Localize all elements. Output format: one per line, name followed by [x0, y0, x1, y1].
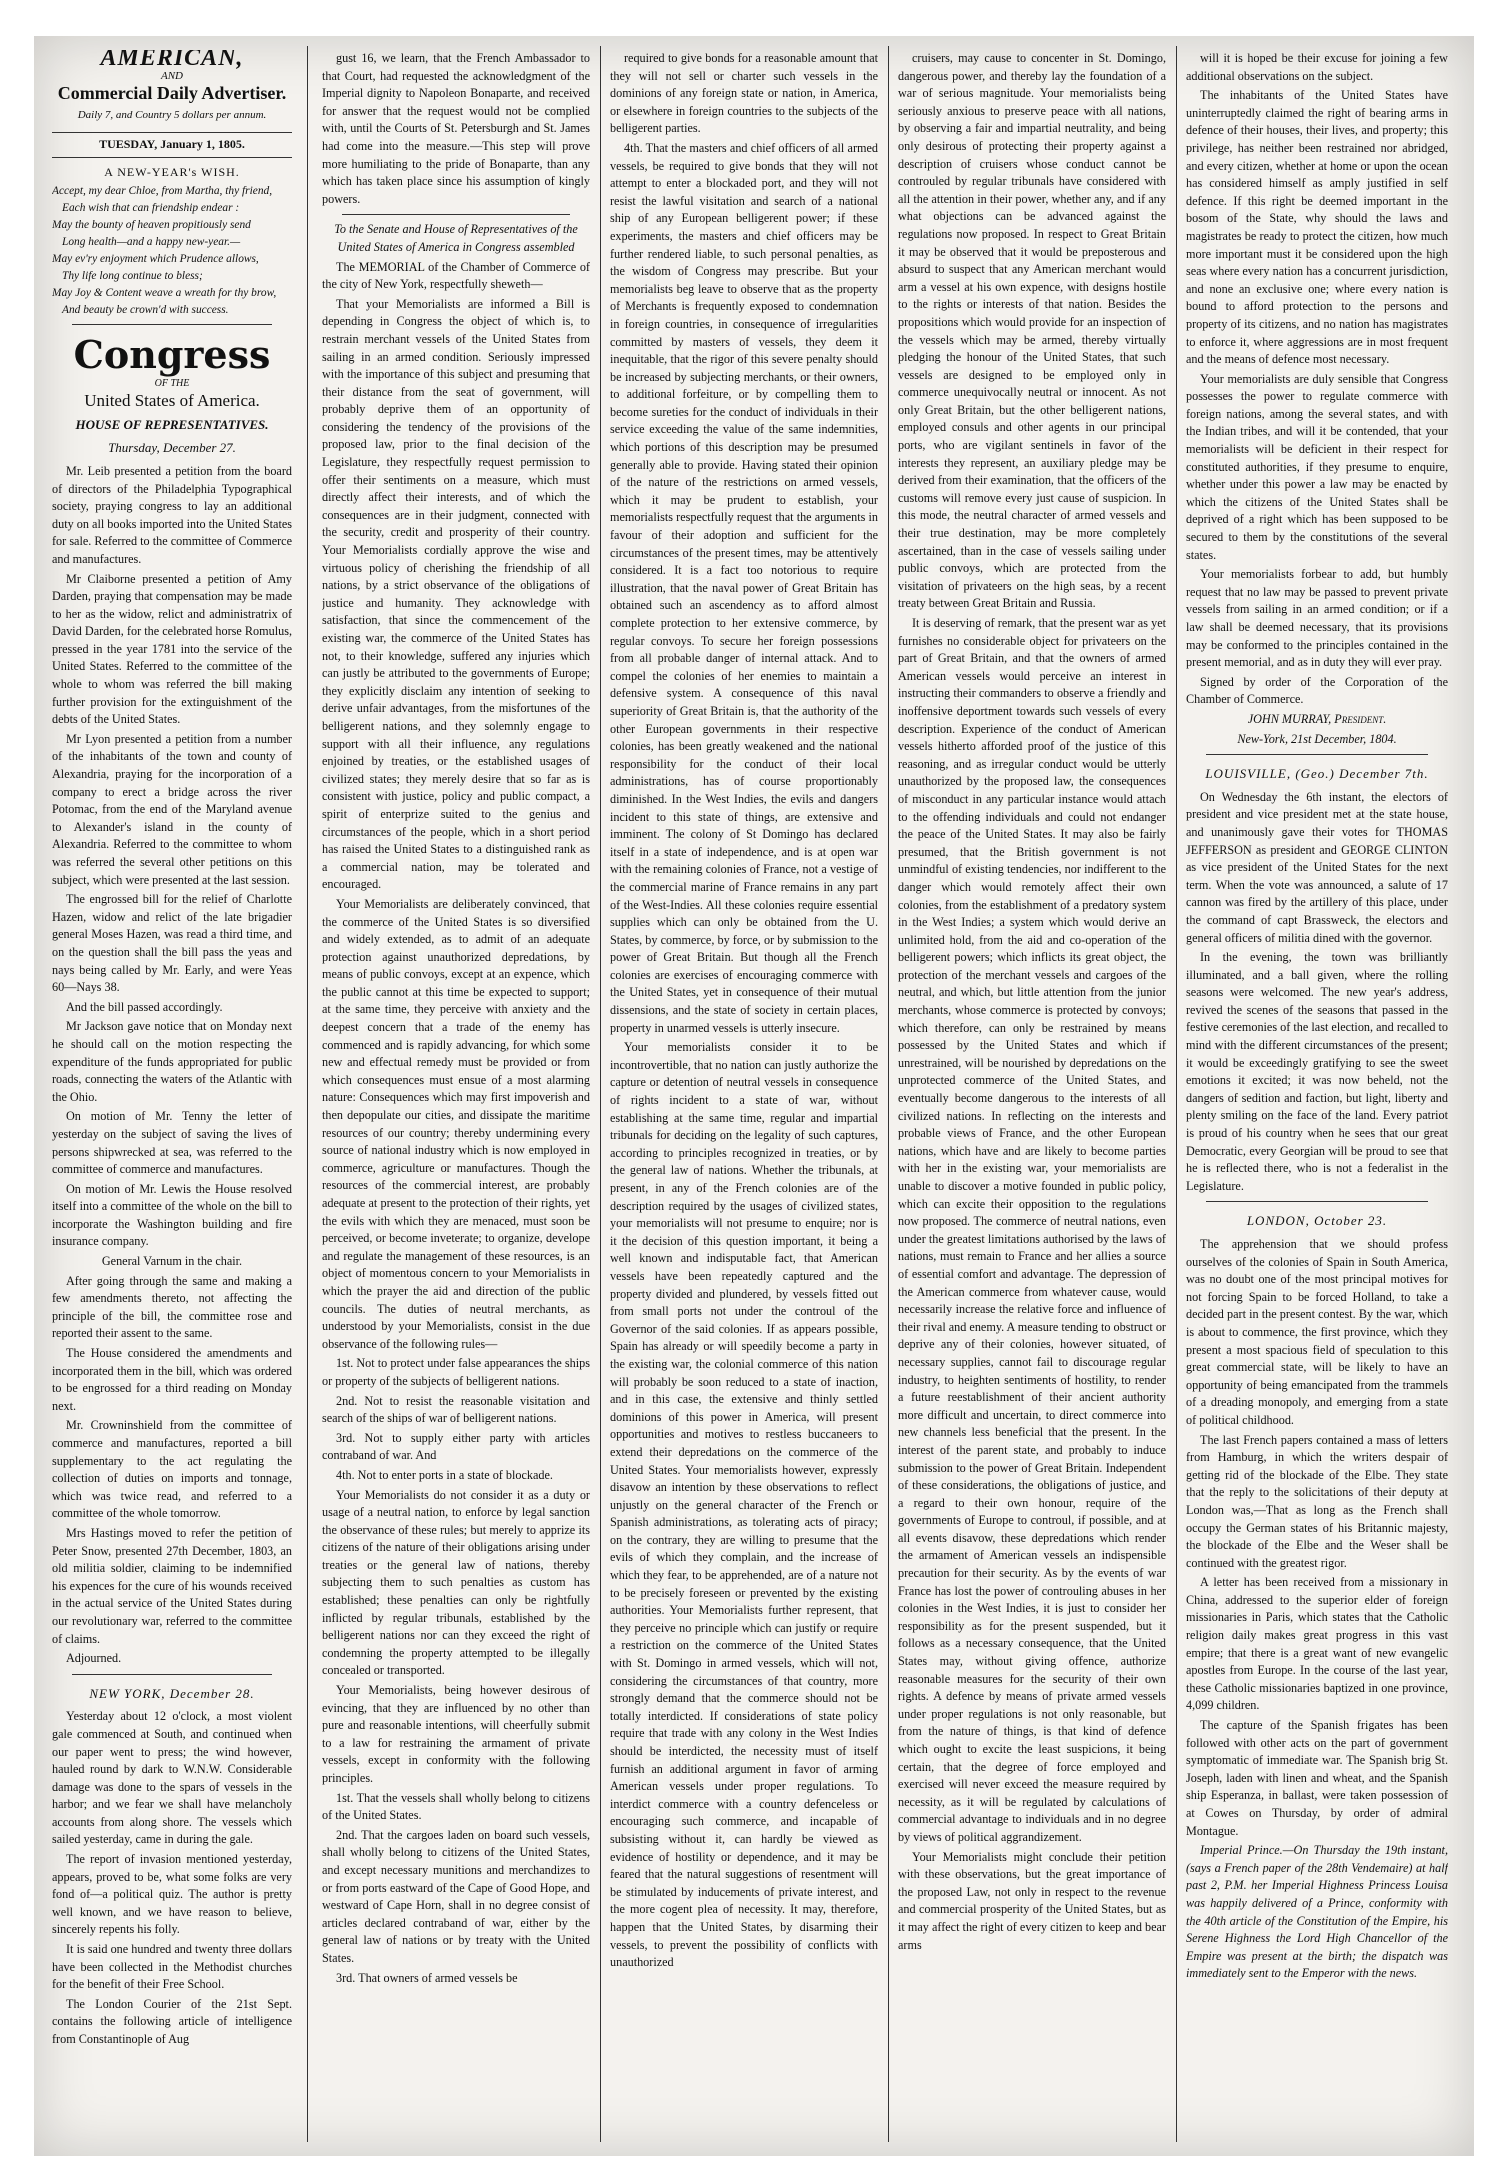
poem-line: May the bounty of heaven propitiously send — [52, 218, 251, 231]
article-paragraph: Mr. Leib presented a petition from the board of directors of the Philadelphia Typographical society, praying congress to lay an additional duty on all books imported into the United States for sale. Referred to the committee of Commerce and manufactures. — [52, 463, 292, 566]
article-paragraph: 1st. That the vessels shall wholly belong to citizens of the United States. — [322, 1790, 590, 1823]
sign-date: New-York, 21st December, 1804. — [1237, 731, 1397, 746]
article-paragraph: 2nd. Not to resist the reasonable visitation and search of the ships of war of belligerent nations. — [322, 1393, 590, 1426]
article-paragraph: Your memorialists are duly sensible that Congress possesses the power to regulate commerce with foreign nations, among the several states, and with the Indian tribes, and will it be contended, that your memorialists will be deficient in their respect for constituted authorities, if they presume to enquire, whether under this power a law may be enacted by which the citizens of the United States shall be deprived of a right which has been supposed to be secured to them by the constitutions of the several states. — [1186, 371, 1448, 562]
article-paragraph: Your Memorialists might conclude their petition with these observations, but the great importance of the proposed Law, not only in respect to the revenue and commercial prosperity of the United States, but as it may affect the right of every citizen to keep and bear arms — [898, 1849, 1166, 1952]
article-paragraph: Signed by order of the Corporation of the Chamber of Commerce. — [1186, 674, 1448, 707]
article-paragraph: Your memorialists forbear to add, but humbly request that no law may be passed to prevent private vessels from sailing in an armed condition; or if a law shall be deemed necessary, that its provisions may be conformed to the principles contained in the present memorial, and as in duty they will ever pray. — [1186, 567, 1448, 670]
poem — [52, 184, 292, 318]
article-paragraph: A letter has been received from a missionary in China, addressed to the superior elder of foreign missionaries in Paris, which states that the Catholic religion daily makes great progress in this vast empire; that there is a great want of new evangelic apostles from Europe. In the course of the last year, these Catholic missionaries baptized in one province, 4,099 children. — [1186, 1575, 1448, 1713]
divider — [1206, 1201, 1428, 1202]
signer-name: JOHN MURRAY, President. — [1247, 711, 1387, 726]
london-heading: LONDON, October 23. — [1246, 1213, 1388, 1229]
column-5 — [1186, 50, 1448, 2138]
article-paragraph: The capture of the Spanish frigates has been followed with other acts on the part of government symptomatic of immediate war. The Spanish brig St. Joseph, laden with linen and wheat, and the Spanish ship Esperanza, in ballast, were taken possession of at Cowes on Thursday, by order of admiral Montague. — [1186, 1718, 1448, 1838]
article-paragraph: 1st. Not to protect under false appearances the ships or property of the subjects of belligerent nations. — [322, 1356, 590, 1388]
ny-heading: NEW YORK, December 28. — [89, 1685, 255, 1701]
column-3 — [610, 50, 878, 2138]
article-paragraph: Your memorialists consider it to be incontrovertible, that no nation can justly authorize the capture or detention of neutral vessels in consequence of rights incident to a state of war, without establishing at the same time, regular and impartial tribunals for deciding on the legality of such captures, according to principles recognized in treaties, or by the general law of nations. Whether the tribunals, at present, in any of the French colonies are of the description required by the usages of civilized states, your memorialists will not presume to enquire; nor is it the decision of this question important, it being a well known and indisputable fact, that American vessels have been repeatedly captured and the property divided and plundered, by vessels fitted out from small ports not under the controul of the Governor of the said colonies. If as appears possible, Spain has already or will speedily become a party in the existing war, the colonial commerce of this nation will probably be soon reduced to a state of inaction, and in this case, the extensive and thinly settled dominions of this power in America, will present opportunities and motives to restless buccaneers to extend their depredations on the commerce of the United States. Your memorialists however, expressly disavow an intention by these observations to reflect unjustly on the general character of the French or Spanish administrations, as tolerating acts of piracy; on the contrary, they are willing to presume that the evils of which they complain, and the increase of which they fear, to be apprehended, are of a nature not to be precisely foreseen or prevented by the existing authorities. Your Memorialists further represent, that they perceive no principle which can justify or require a restriction on the commerce of the United States with St. Domingo in armed vessels, which will not, considering the circumstances of that country, more strongly demand that the commerce should not be totally interdicted. If considerations of state policy require that trade with any colony in the West Indies should be interdicted, the necessity must of itself furnish an additional argument in favor of arming American vessels under proper regulations. To interdict commerce with a country defenceless or encouraging such commerce, and incapable of subsisting without it, can hardly be viewed as evidence of hostility or dependence, and it may be feared that the natural suggestions of resentment will be stimulated by inducements of private interest, and the more cogent plea of necessity. It may, therefore, happen that the United States, by disarming their vessels, to prevent the possibility of conflicts with unauthorized — [610, 1040, 878, 1970]
column-2 — [322, 50, 590, 2138]
article-paragraph: On motion of Mr. Tenny the letter of yesterday on the subject of saving the lives of persons shipwrecked at sea, was referred to the committee of commerce and manufactures. — [52, 1109, 292, 1177]
article-paragraph: required to give bonds for a reasonable amount that they will not sell or charter such vessels in the dominions of any foreign state or nation, in America, or elsewhere in foreign countries to the subjects of the belligerent parties. — [610, 51, 878, 136]
column-rule — [888, 46, 889, 2142]
article-paragraph: Mrs Hastings moved to refer the petition of Peter Snow, presented 27th December, 1803, an old militia soldier, claiming to be indemnified his expences for the cure of his wounds received in the actual service of the United States during our revolutionary war, referred to the committee of claims. — [52, 1525, 292, 1646]
article-paragraph: The London Courier of the 21st Sept. contains the following article of intelligence from Constantinople of Aug — [52, 1996, 292, 2046]
congress-heading: Congress — [73, 331, 271, 377]
house-heading: HOUSE OF REPRESENTATIVES. — [75, 416, 269, 432]
article-paragraph: And the bill passed accordingly. — [66, 999, 223, 1014]
divider — [342, 214, 570, 215]
newspaper-page — [34, 36, 1474, 2156]
poem-line: May ev'ry enjoyment which Prudence allows, — [52, 252, 259, 265]
article-paragraph: 2nd. That the cargoes laden on board such vessels, shall wholly belong to citizens of the United States, and except necessary munitions and merchandizes to or from ports eastward of the Cape of Good Hope, and westward of Cape Horn, shall in no degree consist of articles declared contraband of war, either by the general law of nations or by treaty with the United States. — [322, 1827, 590, 1965]
masthead-title: AMERICAN, — [100, 50, 244, 71]
article-paragraph: 3rd. Not to supply either party with articles contraband of war. And — [322, 1430, 590, 1463]
article-paragraph: cruisers, may cause to concenter in St. Domingo, dangerous power, and thereby lay the foundation of a war of serious magnitude. Your memorialists being seriously anxious to preserve peace with all nations, by observing a fair and impartial neutrality, and being only desirous of protecting their property against a description of cruisers whose conduct cannot be controuled by regular tribunals have considered with all the attention in their power, whether any, and if any what objections can be advanced against the regulations now proposed. In respect to Great Britain it may be observed that it would be preposterous and absurd to suspect that any American merchant would arm a vessel at his own expence, with designs hostile to the rights or interests of that nation. Besides the propositions which would provide for an inspection of the vessels which may be armed, thereby virtually pledging the honour of the United States, that such vessels are designed to be employed only in commerce unequivocally neutral or innocent. As not only Great Britain, but the other belligerent nations, employed consuls and other agents in our principal ports, who are vigilant sentinels in favor of the interests they represent, an auxiliary pledge may be derived from their examination, that the officers of the customs will remove every just cause of suspicion. In this mode, the neutral character of armed vessels and their true destination, may be more completely ascertained, than in the case of vessels sailing under public convoys, which are protected from the visitation of privateers on the high seas, by a recent treaty between Great Britain and Russia. — [898, 51, 1166, 611]
issue-date: TUESDAY, January 1, 1805. — [52, 132, 292, 158]
memorial-heading: To the Senate and House of Representatives of the United States of America in Congress assembled — [334, 222, 578, 254]
session-date: Thursday, December 27. — [108, 440, 236, 456]
poem-line: May Joy & Content weave a wreath for thy brow, — [52, 286, 277, 299]
article-paragraph: The apprehension that we should profess ourselves of the colonies of Spain in South America, was no doubt one of the most principal motives for not forcing Spain to be forced Holland, to take a decided part in the present contest. By the war, which is about to commence, the first province, which they present a most spacious field of speculation to this great commercial state, will be likely to have an opportunity of being emancipated from the trammels of a dreading monopoly, and emerging from a state of political childhood. — [1186, 1237, 1448, 1427]
poem-line: Accept, my dear Chloe, from Martha, thy friend, — [52, 184, 273, 197]
masthead-terms: Daily 7, and Country 5 dollars per annum. — [77, 108, 267, 121]
article-paragraph: That your Memorialists are informed a Bill is depending in Congress the object of which is, to restrain merchant vessels of the United States from sailing in an armed condition. Seriously impressed with the importance of this subject and presuming that their distance from the seat of government, will probably deprive them of an opportunity of considering the tendency of the provisions of the proposed law, prior to the final decision of the Legislature, they respectfully request permission to offer their sentiments on a measure, which must directly affect their interests, and of which the consequences are in their judgment, connected with the security, credit and prosperity of their country. Your Memorialists cordially approve the wise and virtuous policy of cherishing the friendship of all nations, by a strict observance of the obligations of justice and humanity. They acknowledge with satisfaction, that since the commencement of the existing war, the commerce of the United States has not, to their knowledge, suffered any injuries which can justly be attributed to the governments of Europe; they explicitly disclaim any intention of seeking to derive unfair advantages, from the misfortunes of the belligerent nations, and they solemnly engage to support with all their influence, any regulations enjoined by treaties, or the established usages of civilized states; they merely desire that so far as is consistent with justice, policy and public compact, a spirit of enterprize suited to the genius and circumstances of the people, which in a short period has raised the United States to a distinguished rank as a commercial nation, may be tolerated and encouraged. — [322, 296, 590, 892]
article-paragraph: Mr. Crowninshield from the committee of commerce and manufactures, reported a bill supplementary to the act regulating the collection of duties on imports and tonnage, which was twice read, and referred to a committee of the whole tomorrow. — [52, 1418, 292, 1521]
article-paragraph: Mr Lyon presented a petition from a number of the inhabitants of the town and county of Alexandria, praying for the incorporation of a company to erect a bridge across the river Potomac, from the end of the Maryland avenue to Alexander's island in the county of Alexandria. Referred to the committee to whom was referred the several other petitions on this subject, which were presented at the last session. — [52, 731, 292, 887]
congress-of: OF THE — [154, 377, 190, 389]
article-paragraph: Imperial Prince.—On Thursday the 19th instant, (says a French paper of the 28th Vendemaire) at half past 2, P.M. her Imperial Highness Princess Louisa was happily delivered of a Prince, conformity with the 40th article of the Constitution of the Empire, his Serene Highness the Lord High Chancellor of the Empire was present at the birth; the dispatch was immediately sent to the Emperor with the news. — [1186, 1843, 1448, 1981]
article-paragraph: Yesterday about 12 o'clock, a most violent gale commenced at South, and continued when our paper went to press; the wind however, hauled round by dark to W.N.W. Considerable damage was done to the spars of vessels in the harbor; and we fear we shall have melancholy accounts from along shore. The vessels which sailed yesterday, came in during the gale. — [52, 1709, 292, 1847]
masthead — [52, 50, 292, 124]
masthead-and: AND — [161, 69, 183, 82]
article-paragraph: 3rd. That owners of armed vessels be — [336, 1970, 518, 1985]
article-paragraph: Your Memorialists are deliberately convinced, that the commerce of the United States is so diversified and widely extended, as to admit of an adequate protection against unauthorized depredations, by means of public convoys, except at an expence, which the public cannot at this time be expected to support; at the same time, they perceive with anxiety and the deepest concern that a trade of the enemy has commenced and is rapidly advancing, for which some new and effectual remedy must be provided or from which consequences must ensue of a most alarming nature: Consequences which may first impoverish and then depopulate our cities, and dissipate the maritime resources of our country; thereby undermining every source of national industry which is now employed in commerce, agriculture or manufactures. Though the resources of the commercial interest, are probably adequate at present to the protection of their rights, yet the evils with which they are menaced, must soon be perceived, or become inveterate; to organize, develope and regulate the management of these resources, is an object of momentous concern to your Memorialists in which the prayer the aid and direction of the public councils. The duties of neutral merchants, as understood by your Memorialists, consist in the due observance of the following rules— — [322, 896, 590, 1351]
article-paragraph: 4th. That the masters and chief officers of all armed vessels, be required to give bonds that they will not attempt to enter a blockaded port, and they will not resist the lawful visitation and search of a national ship of any European belligerent power; if these experiments, the masters and chief officers may be further rendered liable, to such personal penalties, as the wisdom of Congress may prescribe. But your memorialists beg leave to observe that as the property of Merchants is frequently exposed to condemnation in foreign countries, in consequence of irregularities committed by masters of vessels, they deem it inequitable, that the rigor of this severe penalty should be increased by subjecting merchants, or their owners, to additional forfeiture, or by compelling them to become sureties for the conduct of individuals in their service exceeding the value of the same indemnities, which portions of this description may be presumed generally able to provide. Having stated their opinion of the nature of the restrictions on armed vessels, which it may be prudent to establish, your memorialists respectfully request that the arguments in favour of their adoption and sufficient for the circumstances of the present times, may be attentively considered. It is a fact too notorious to require illustration, that the naval power of Great Britain has obtained such an ascendency as to afford almost complete protection to her extensive commerce, by regular convoys. To secure her foreign possessions from all probable danger of internal attack. And to compel the colonies of her enemies to maintain a defensive system. A consequence of this naval superiority of Great Britain is, that the authority of the other European governments in their respective colonies, has been greatly weakened and the national responsibility for the conduct of their local administrations, has of course proportionably diminished. In the West Indies, the evils and dangers incident to this state of things, are extensive and imminent. The colony of St Domingo has declared itself in a state of independence, and is at open war with the remaining colonies of France, not a vestige of the commercial marine of France remains in any part of the West-Indies. All these colonies require essential supplies which can only be obtained from the U. States, by commerce, by force, or by submission to the power of Great Britain. But though all the French colonies are exercises of encouraging commerce with the United States, yet in consequence of their mutual dissensions, and the state of society in certain places, property in unarmed vessels is utterly insecure. — [610, 140, 878, 1035]
poem-title: A NEW-YEAR's WISH. — [104, 164, 240, 179]
poem-line: Long health—and a happy new-year.— — [62, 235, 241, 248]
article-paragraph: It is deserving of remark, that the present war as yet furnishes no considerable object for privateers on the part of Great Britain, and that the owners of armed American vessels would perceive an interest in instructing their commanders to observe a friendly and inoffensive deportment towards such vessels of every description. Experience of the conduct of American vessels hitherto afforded proof of the justice of this reasoning, and as irregular conduct would be utterly unauthorized by the proposed law, the consequences of misconduct in any particular instance would attach to the offending individuals and could not endanger the peace of the United States. It may also be fairly presumed, that the British government is not unmindful of existing tendencies, nor indifferent to the danger which would remotely affect their own colonies, from the establishment of a predatory system in the West Indies; a system which would derive an unlimited hold, from the aid and co-operation of the belligerent powers; which inflicts its great object, the protection of the merchant vessels and cargoes of the neutral, and which, but little attention from the junior merchants, whose commerce is protected by convoys; which therefore, can only be restrained by means possessed by the United States and which if unrestrained, will be nourished by depredations on the unprotected commerce of the United States, and eventually become dangerous to the interests of all civilized nations. In reflecting on the interests and probable views of France, and the other European nations, which have and are likely to become parties with her in the existing war, your memorialists are unable to discover a motive founded in public policy, which can excite their opposition to the regulations now proposed. The commerce of neutral nations, even under the greatest limitations authorised by the laws of nations, must remain to France and her allies a source of essential comfort and advantage. The depression of the American commerce from whatever cause, would necessarily increase the relative force and influence of their rival and enemy. A measure tending to obstruct or deprive any of their colonies, however situated, of necessary supplies, cannot fail to discourage regular industry, to heighten sentiments of hostility, to render a future reestablishment of their ancient authority more difficult and uncertain, to direct commerce into new channels less beneficial that the present. In the interest of the parent state, and probably to induce submission to the power of Great Britain. Independent of these considerations, the obligations of justice, and a regard to their own honour, require of the governments of Europe to controul, if possible, and at all events disavow, these depredations which render the armament of American vessels an indispensible precaution for their security. As by the events of war France has lost the power of controuling abuses in her colonies in the West Indies, it is just to consider her responsibility as for the present suspended, but it follows as a necessary consequence, that the United States may, without giving offence, authorize reasonable measures for the security of their own rights. A defence by means of private armed vessels under proper regulations is not only reasonable, but from the nature of things, is that kind of defence which ought to excite the least suspicions, it being certain, that the degree of force employed and exercised will never exceed the measure required by necessity, as it will be regulated by calculations of commercial advantage to individuals and in no degree by views of political aggrandizement. — [898, 616, 1166, 1844]
column-rule — [307, 46, 308, 2142]
article-paragraph: The report of invasion mentioned yesterday, appears, proved to be, what some folks are very fond of—a political quiz. The author is pretty well known, and we have reason to believe, sincerely repents his folly. — [52, 1852, 292, 1937]
article-paragraph: Your Memorialists, being however desirous of evincing, that they are influenced by no other than pure and reasonable intentions, will cheerfully submit to a law for restraining the armament of private vessels, except in conformity with the following principles. — [322, 1683, 590, 1785]
congress-us: United States of America. — [84, 391, 260, 411]
article-paragraph: The last French papers contained a mass of letters from Hamburg, in which the writers despair of getting rid of the blockade of the Elbe. They state that the reply to the solicitations of their deputy at London was,—That as long as the French shall occupy the German states of his Britannic majesty, the blockade of the Elbe and the Weser shall be continued with the greatest rigor. — [1186, 1432, 1448, 1570]
article-paragraph: After going through the same and making a few amendments thereto, not affecting the principle of the bill, the committee rose and reported their assent to the same. — [52, 1273, 292, 1341]
article-paragraph: The inhabitants of the United States have uninterruptedly claimed the right of bearing arms in defence of their houses, their lives, and property; this privilege, has neither been restrained nor abridged, and every citizen, whether at home or upon the ocean has considered himself as amply justified in self defence. If this right be deemed important in the bosom of the State, why should the laws and magistrates be ready to protect the citizen, how much more important must it be considered upon the high seas where every nation has a concurrent jurisdiction, and none an exclusive one; where every nation is bound to afford protection to the persons and property of its citizens, and no nation has magistrates to enforce it, where aggressions are in most frequent and the means of defence most necessary. — [1186, 88, 1448, 367]
poem-line: Thy life long continue to bless; — [62, 269, 203, 282]
article-paragraph: On Wednesday the 6th instant, the electors of president and vice president met at the state house, and unanimously gave their votes for THOMAS JEFFERSON as president and GEORGE CLINTON as vice president of the United States for the next term. When the vote was announced, a salute of 17 cannon was fired by the artillery of this place, under the command of capt Brassweck, the electors and general officers of militia dined with the governor. — [1186, 789, 1448, 945]
article-paragraph: Your Memorialists do not consider it as a duty or usage of a neutral nation, to enforce by legal sanction the observance of these rules; but merely to apprize its citizens of the nature of their obligations arising under treaties or the general law of nations, thereby subjecting them to such penalties as custom has established; these penalties can only be rightfully inflicted by regular tribunals, established by the belligerent nations nor can they exceed the right of condemning the property attempted to be illegally concealed or transported. — [322, 1487, 590, 1678]
divider — [72, 1674, 272, 1675]
louisville-heading: LOUISVILLE, (Geo.) December 7th. — [1205, 766, 1429, 782]
article-paragraph: Adjourned. — [66, 1651, 122, 1666]
article-paragraph: In the evening, the town was brilliantly illuminated, and a ball given, where the rolling seasons were welcomed. The new year's address, revived the scenes of the seasons that passed in the festive ceremonies of the last election, and recalled to mind with the different circumstances of the present; it would be exceedingly gratifying to see the sweet emotions it excited; it was now beheld, not the dangers of sedition and faction, but light, liberty and plenty smiling on the face of the land. Every patriot is proud of his country when he sees that our great Democratic, every Georgian will be proud to see that he is reflected there, who is not a federalist in the Legislature. — [1186, 950, 1448, 1193]
article-paragraph: The MEMORIAL of the Chamber of Commerce of the city of New York, respectfully sheweth— — [322, 259, 590, 292]
article-paragraph: Mr Claiborne presented a petition of Amy Darden, praying that compensation may be made to her as the widow, relict and administratrix of David Darden, for the celebrated horse Romulus, pressed in the year 1781 into the service of the United States. Referred to the committee of the whole to whom was referred the bill making further provision for the extinguishment of the debts of the United States. — [52, 571, 292, 727]
article-paragraph: It is said one hundred and twenty three dollars have been collected in the Methodist churches for the benefit of their Free School. — [52, 1942, 292, 1992]
poem-line: And beauty be crown'd with success. — [62, 303, 229, 316]
column-4 — [898, 50, 1166, 2138]
divider — [1206, 754, 1428, 755]
article-paragraph: gust 16, we learn, that the French Ambassador to that Court, had requested the acknowledgment of the Imperial dignity to Napoleon Bonaparte, and received for answer that the request would not be complied with, until the Courts of St. Petersburgh and St. James had come into the measure.—This step will prove more humiliating to the pride of Bonaparte, than any which has taken place since his assumption of kingly powers. — [322, 51, 590, 206]
article-paragraph: General Varnum in the chair. — [101, 1254, 243, 1269]
article-paragraph: The House considered the amendments and incorporated them in the bill, which was ordered to be engrossed for a third reading on Monday next. — [52, 1346, 292, 1413]
divider — [72, 324, 272, 325]
masthead-subtitle: Commercial Daily Advertiser. — [57, 83, 287, 104]
article-paragraph: will it is hoped be their excuse for joining a few additional observations on the subject. — [1186, 51, 1448, 83]
article-paragraph: The engrossed bill for the relief of Charlotte Hazen, widow and relict of the late brigadier general Moses Hazen, was read a third time, and on the question shall the bill pass the yeas and nays being called by Mr. Early, and were Yeas 60—Nays 38. — [52, 892, 292, 995]
poem-line: Each wish that can friendship endear : — [62, 201, 240, 214]
article-paragraph: 4th. Not to enter ports in a state of blockade. — [336, 1467, 553, 1482]
article-paragraph: Mr Jackson gave notice that on Monday next he should call on the motion respecting the expenditure of the funds appropriated for public roads, connecting the waters of the Atlantic with the Ohio. — [52, 1019, 292, 1104]
column-rule — [600, 46, 601, 2142]
article-paragraph: On motion of Mr. Lewis the House resolved itself into a committee of the whole on the bill to incorporate the Washington building and fire insurance company. — [52, 1181, 292, 1249]
column-1 — [52, 50, 292, 2138]
column-rule — [1176, 46, 1177, 2142]
